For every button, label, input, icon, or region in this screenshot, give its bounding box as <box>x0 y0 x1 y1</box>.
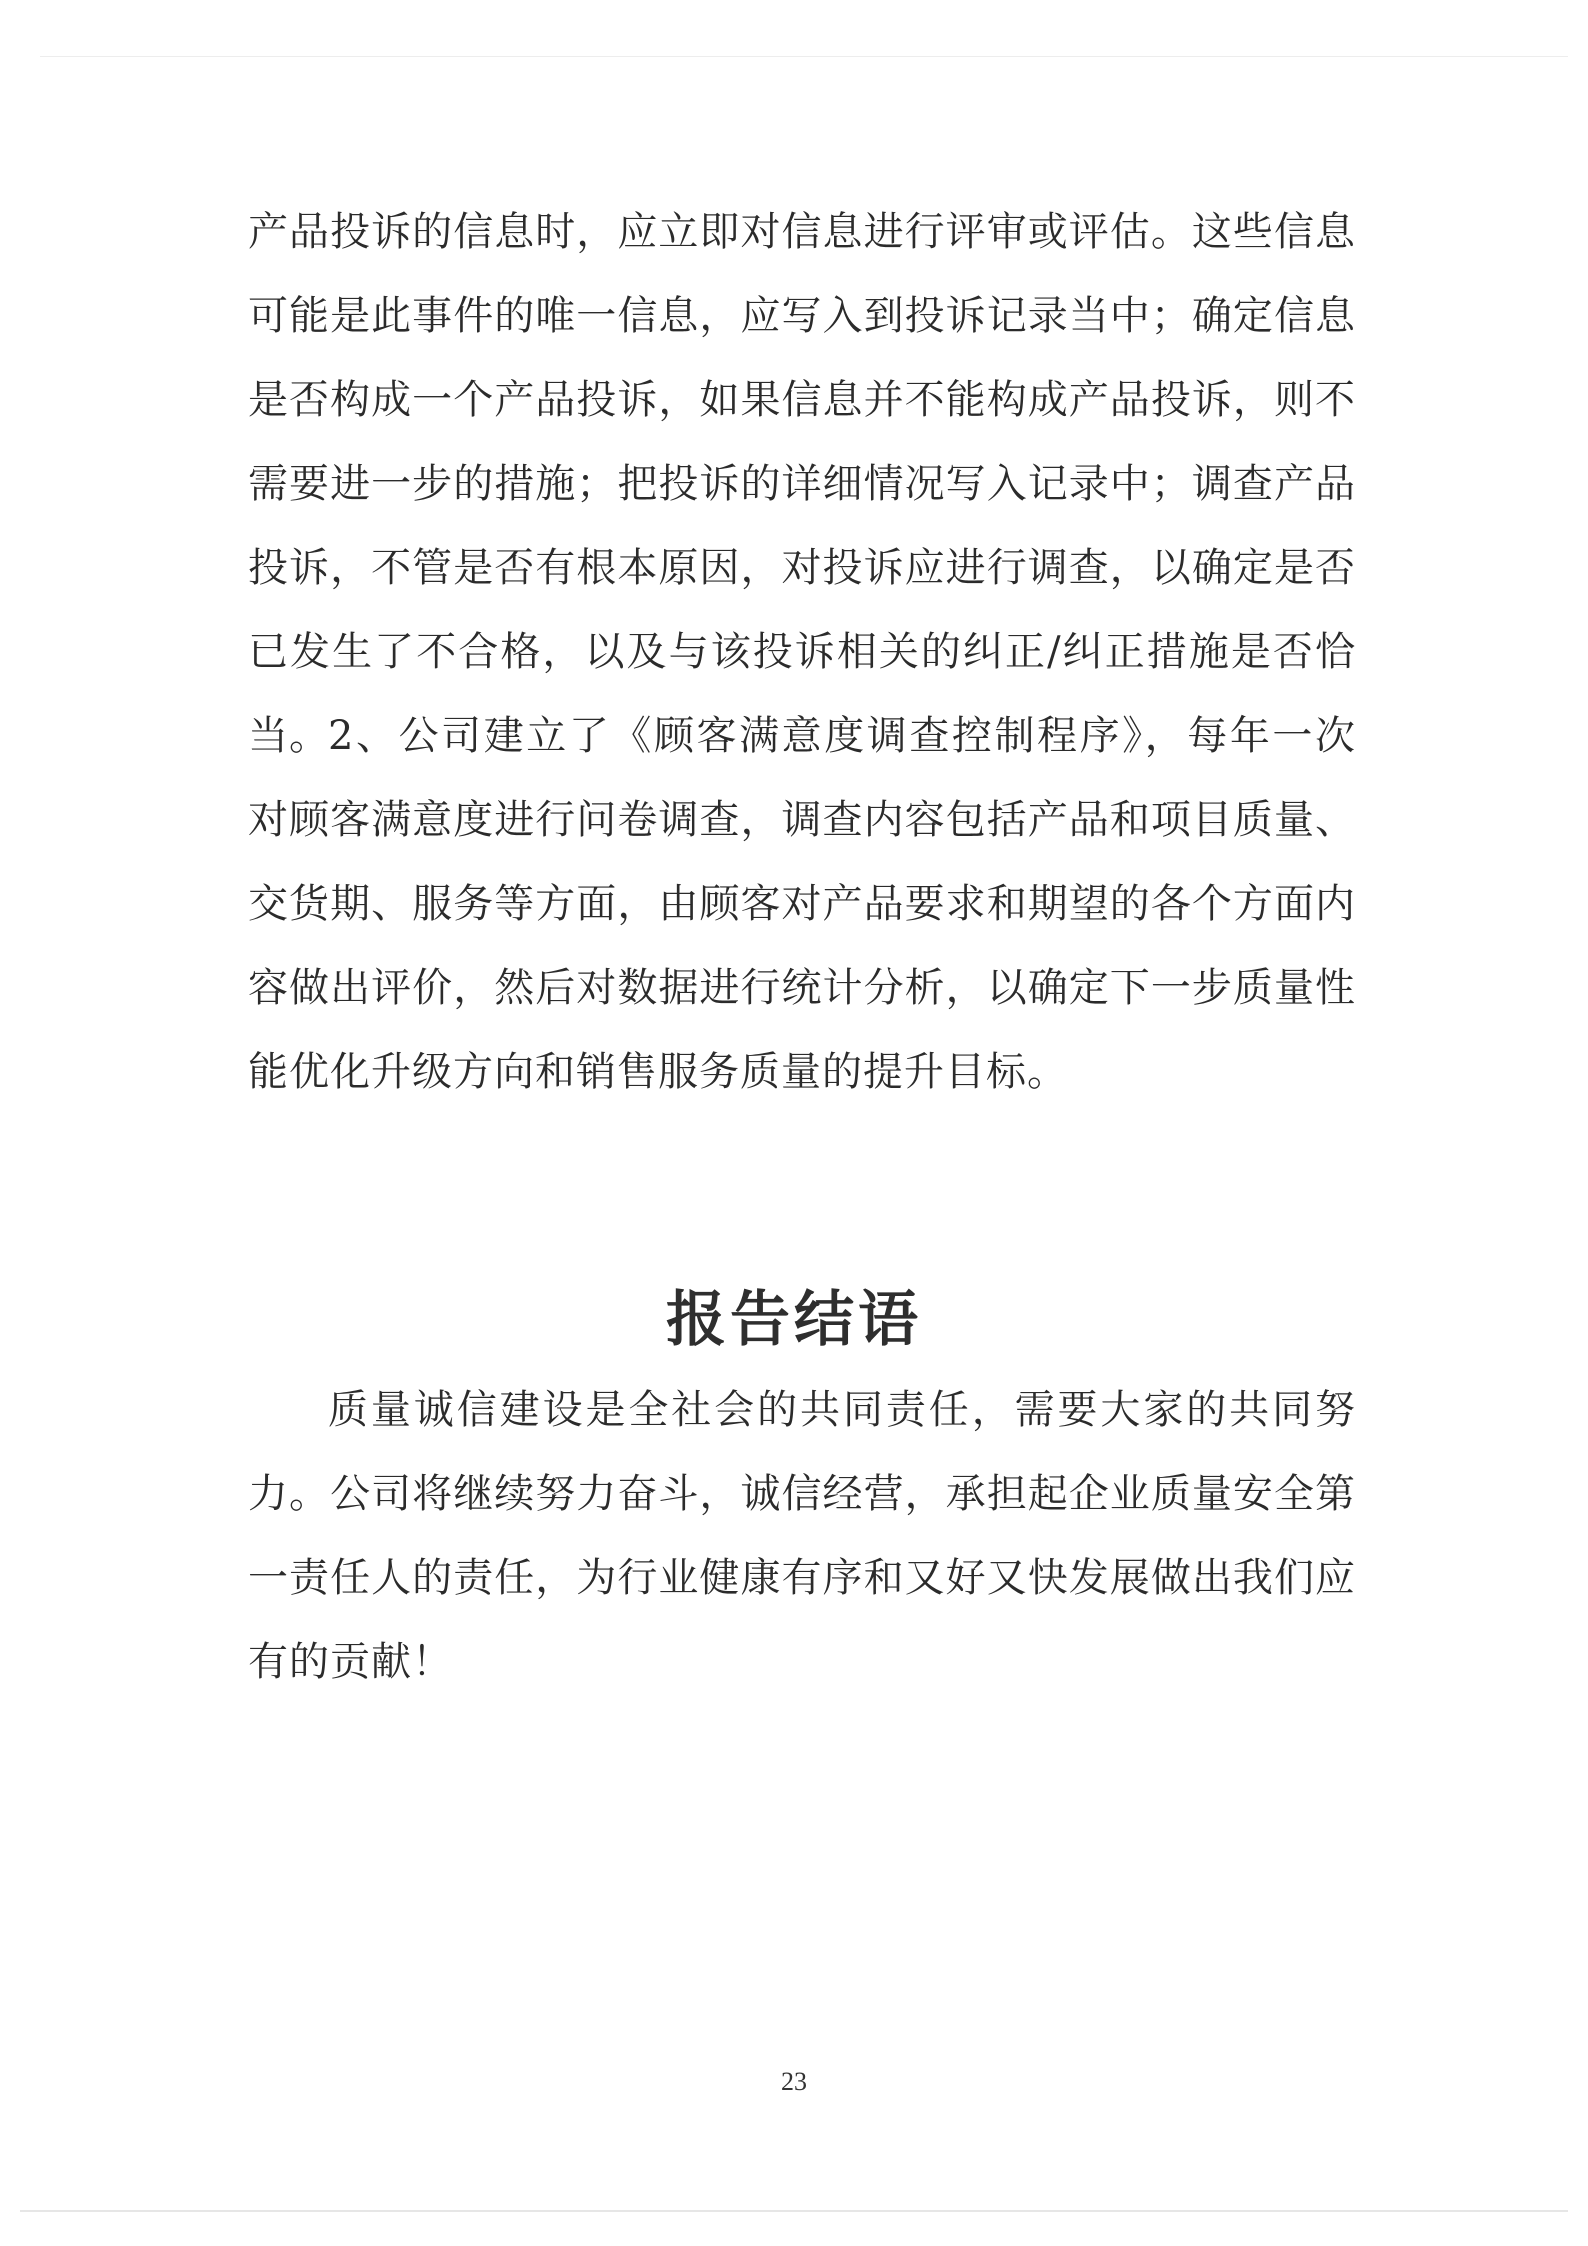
page-number: 23 <box>781 2067 807 2096</box>
page-edge-top <box>40 56 1568 57</box>
body-paragraph-customer-satisfaction: 2、公司建立了《顾客满意度调查控制程序》，每年一次对顾客满意度进行问卷调查，调查内容包括产品和项目质量、交货期、服务等方面，由顾客对产品要求和期望的各个方面内容做出评价，然后对数据进行统计分析，以确定下一步质量性能优化升级方向和销售服务质量的提升目标。 <box>248 713 1356 1095</box>
page-edge-bottom <box>20 2210 1568 2212</box>
conclusion-paragraph: 质量诚信建设是全社会的共同责任，需要大家的共同努力。公司将继续努力奋斗，诚信经营，承担起企业质量安全第一责任人的责任，为行业健康有序和又好又快发展做出我们应有的贡献！ <box>248 1387 1356 1685</box>
body-paragraph-complaint-handling: 产品投诉的信息时，应立即对信息进行评审或评估。这些信息可能是此事件的唯一信息，应写入到投诉记录当中；确定信息是否构成一个产品投诉，如果信息并不能构成产品投诉，则不需要进一步的措施；把投诉的详细情况写入记录中；调查产品投诉，不管是否有根本原因，对投诉应进行调查，以确定是否已发生了不合格，以及与该投诉相关的纠正/纠正措施是否恰当。 <box>248 209 1356 759</box>
conclusion-heading: 报告结语 <box>666 1285 922 1355</box>
